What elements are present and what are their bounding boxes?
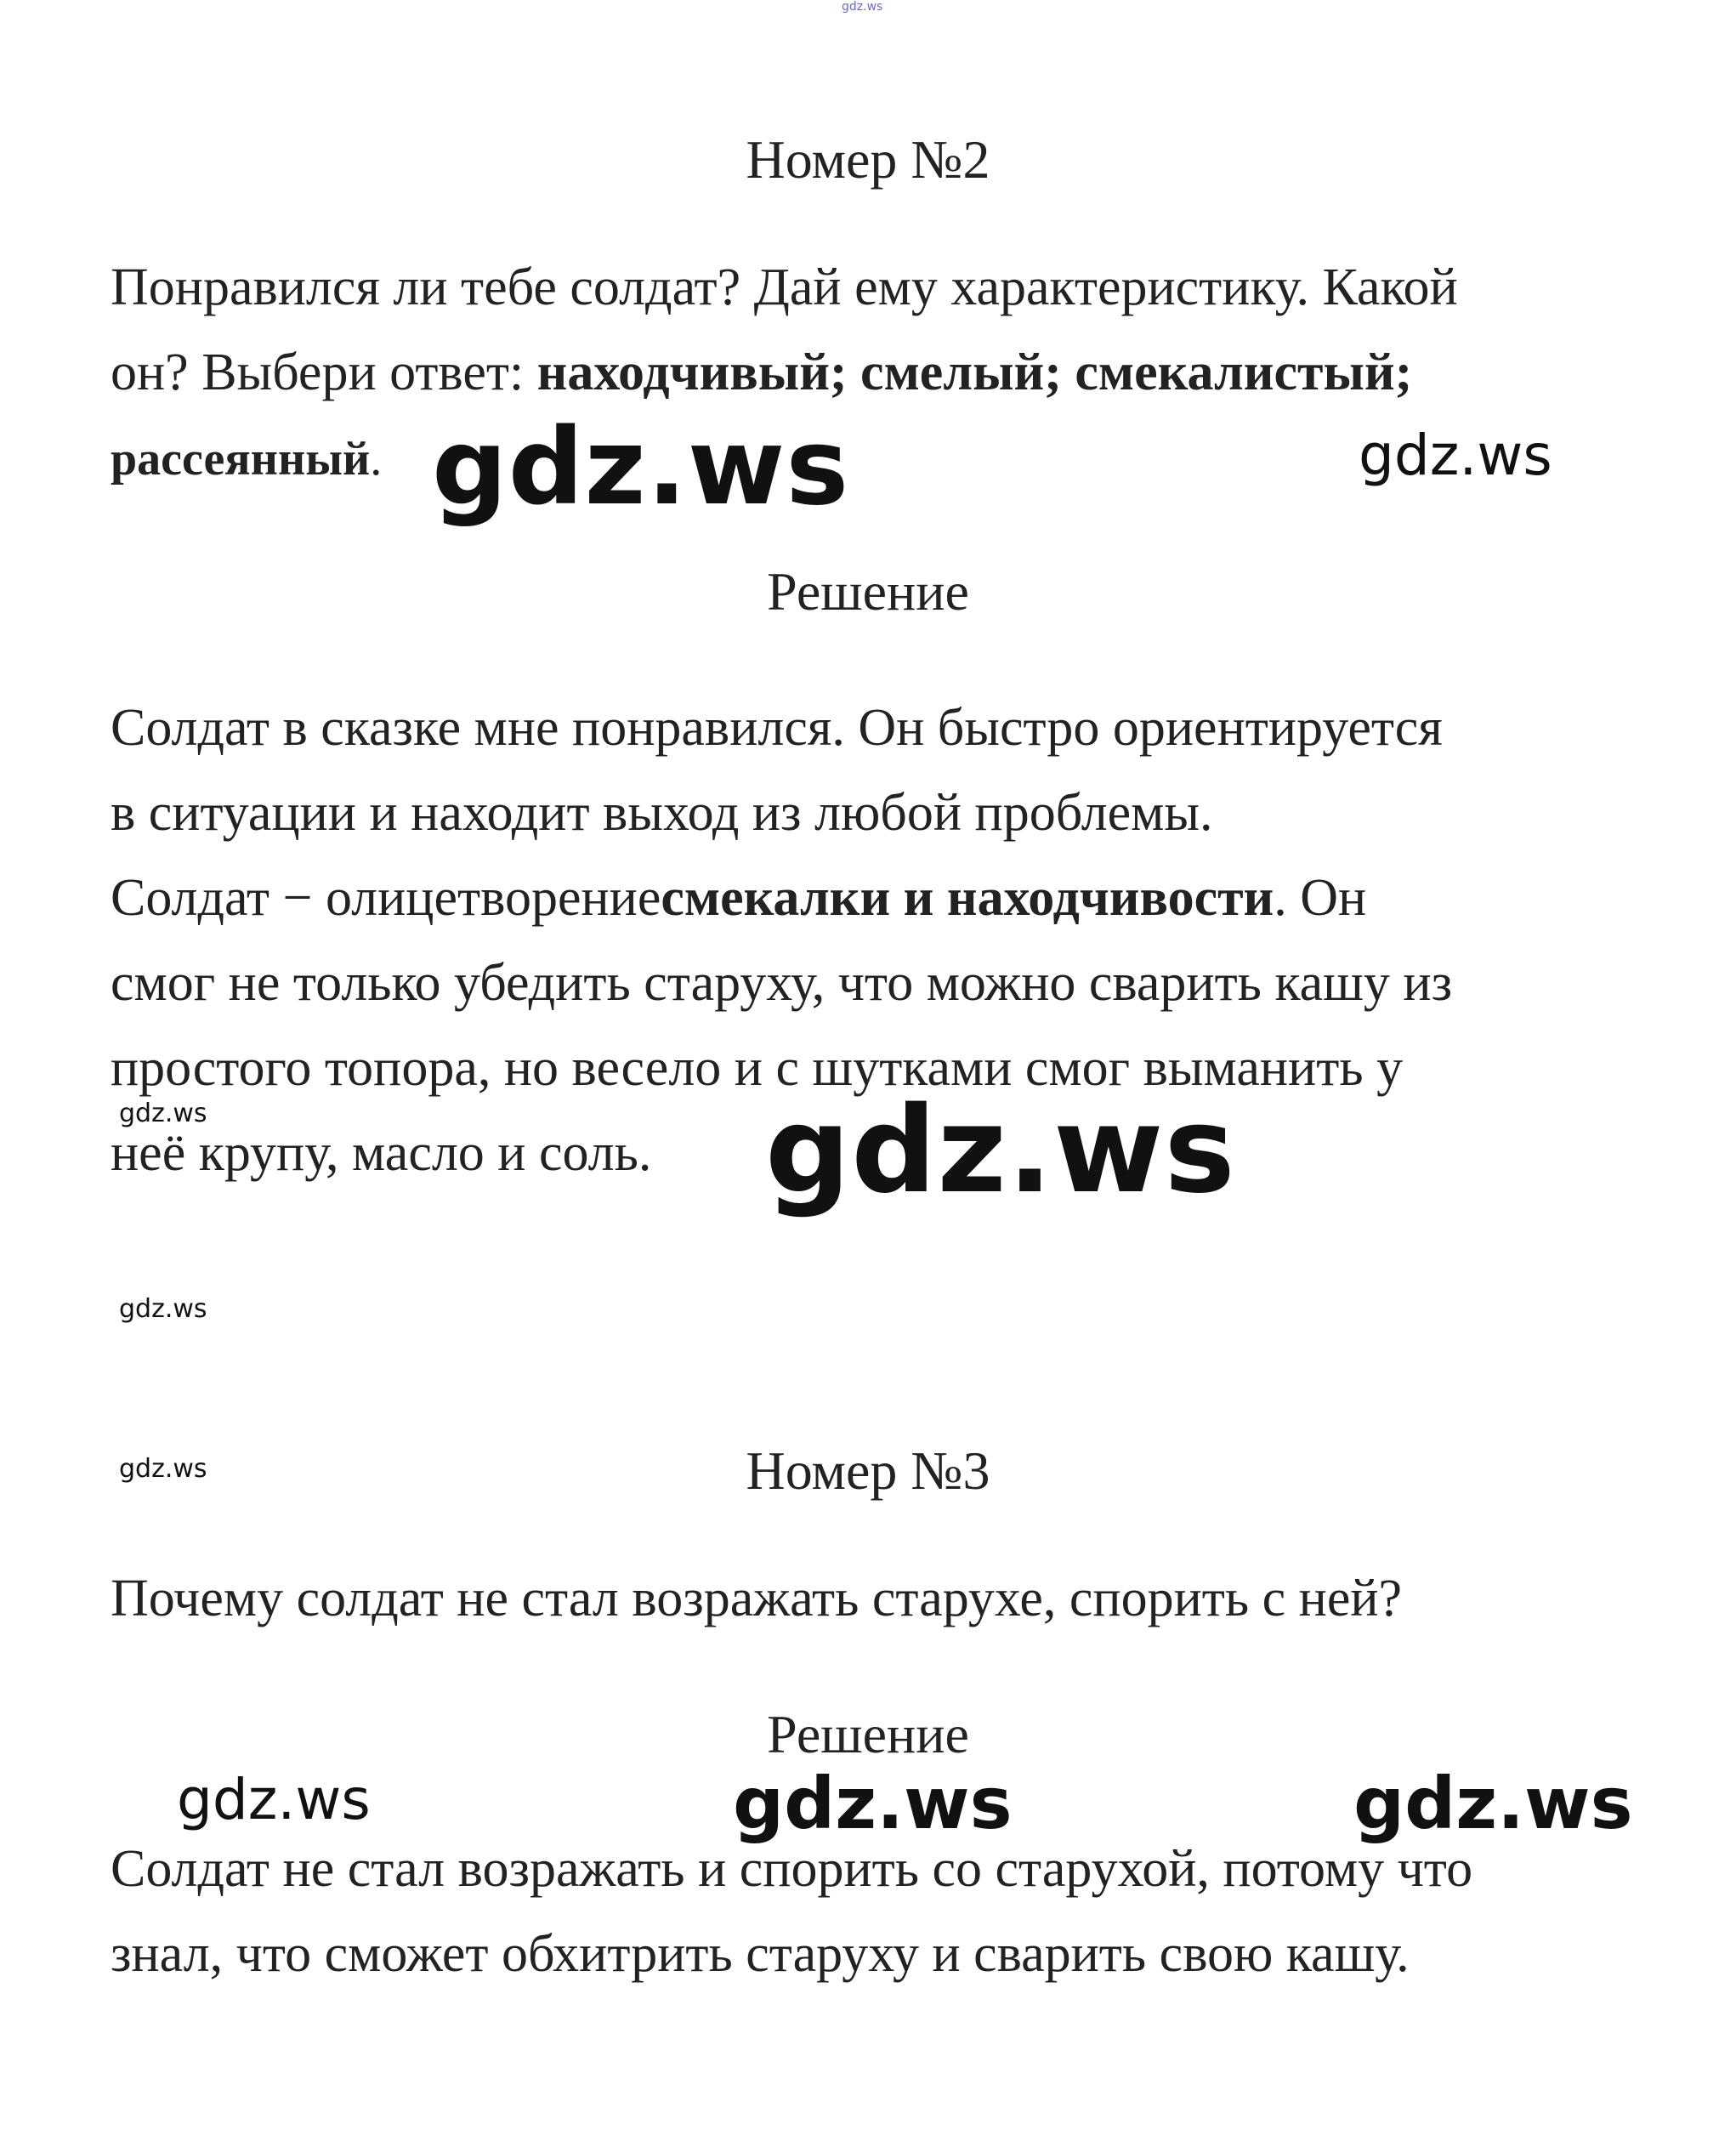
task3-question: Почему солдат не стал возражать старухе, спорить с ней? (111, 1570, 1403, 1627)
task2-answer-line6: неё крупу, масло и соль. (111, 1124, 652, 1182)
watermark-medium-3: gdz.ws (733, 1762, 1013, 1845)
task2-solution-heading: Решение (767, 561, 969, 622)
watermark-medium-1: gdz.ws (1359, 423, 1552, 488)
task3-heading: Номер №3 (746, 1440, 990, 1501)
task2-answer-options: находчивый; смелый; смекалистый; (536, 344, 1413, 401)
task2-question-line1: Понравился ли тебе солдат? Дай ему характеристику. Какой (111, 258, 1458, 316)
task3-answer-line2: знал, что сможет обхитрить старуху и сварить свою кашу. (111, 1925, 1410, 1983)
watermark-large-1: gdz.ws (432, 406, 850, 529)
watermark-medium-4: gdz.ws (1353, 1762, 1633, 1845)
task2-answer-line3 (111, 855, 1666, 940)
task2-heading: Номер №2 (746, 129, 990, 190)
task3-answer-line1: Солдат не стал возражать и спорить со старухой, потому что (111, 1840, 1473, 1898)
watermark-large-2: gdz.ws (765, 1082, 1236, 1220)
task2-answer-line5: простого топора, но весело и с шутками смог выманить у (111, 1039, 1404, 1097)
task2-answer-line4: смог не только убедить старуху, что можно сварить кашу из (111, 954, 1453, 1012)
task2-answer-option-last: рассеянный (111, 433, 371, 486)
watermark-small-3: gdz.ws (119, 1454, 207, 1484)
task3-solution-heading: Решение (767, 1704, 969, 1764)
task2-question-line2 (111, 330, 1666, 415)
task2-answer-line1: Солдат в сказке мне понравился. Он быстро ориентируется (111, 699, 1443, 757)
task2-answer-highlight: смекалки и находчивости (661, 869, 1274, 927)
task2-question-text: он? Выбери ответ: (111, 344, 537, 401)
watermark-medium-2: gdz.ws (177, 1767, 371, 1832)
watermark-small-2: gdz.ws (119, 1294, 207, 1324)
task2-answer-text: Солдат − олицетворение (111, 869, 661, 927)
task2-answer-continuation: . Он (1274, 869, 1367, 927)
task2-answer-line2: в ситуации и находит выход из любой проблемы. (111, 784, 1213, 842)
watermark-top: gdz.ws (842, 0, 883, 14)
watermark-small-1: gdz.ws (119, 1099, 207, 1128)
task2-question-end: . (370, 433, 383, 486)
